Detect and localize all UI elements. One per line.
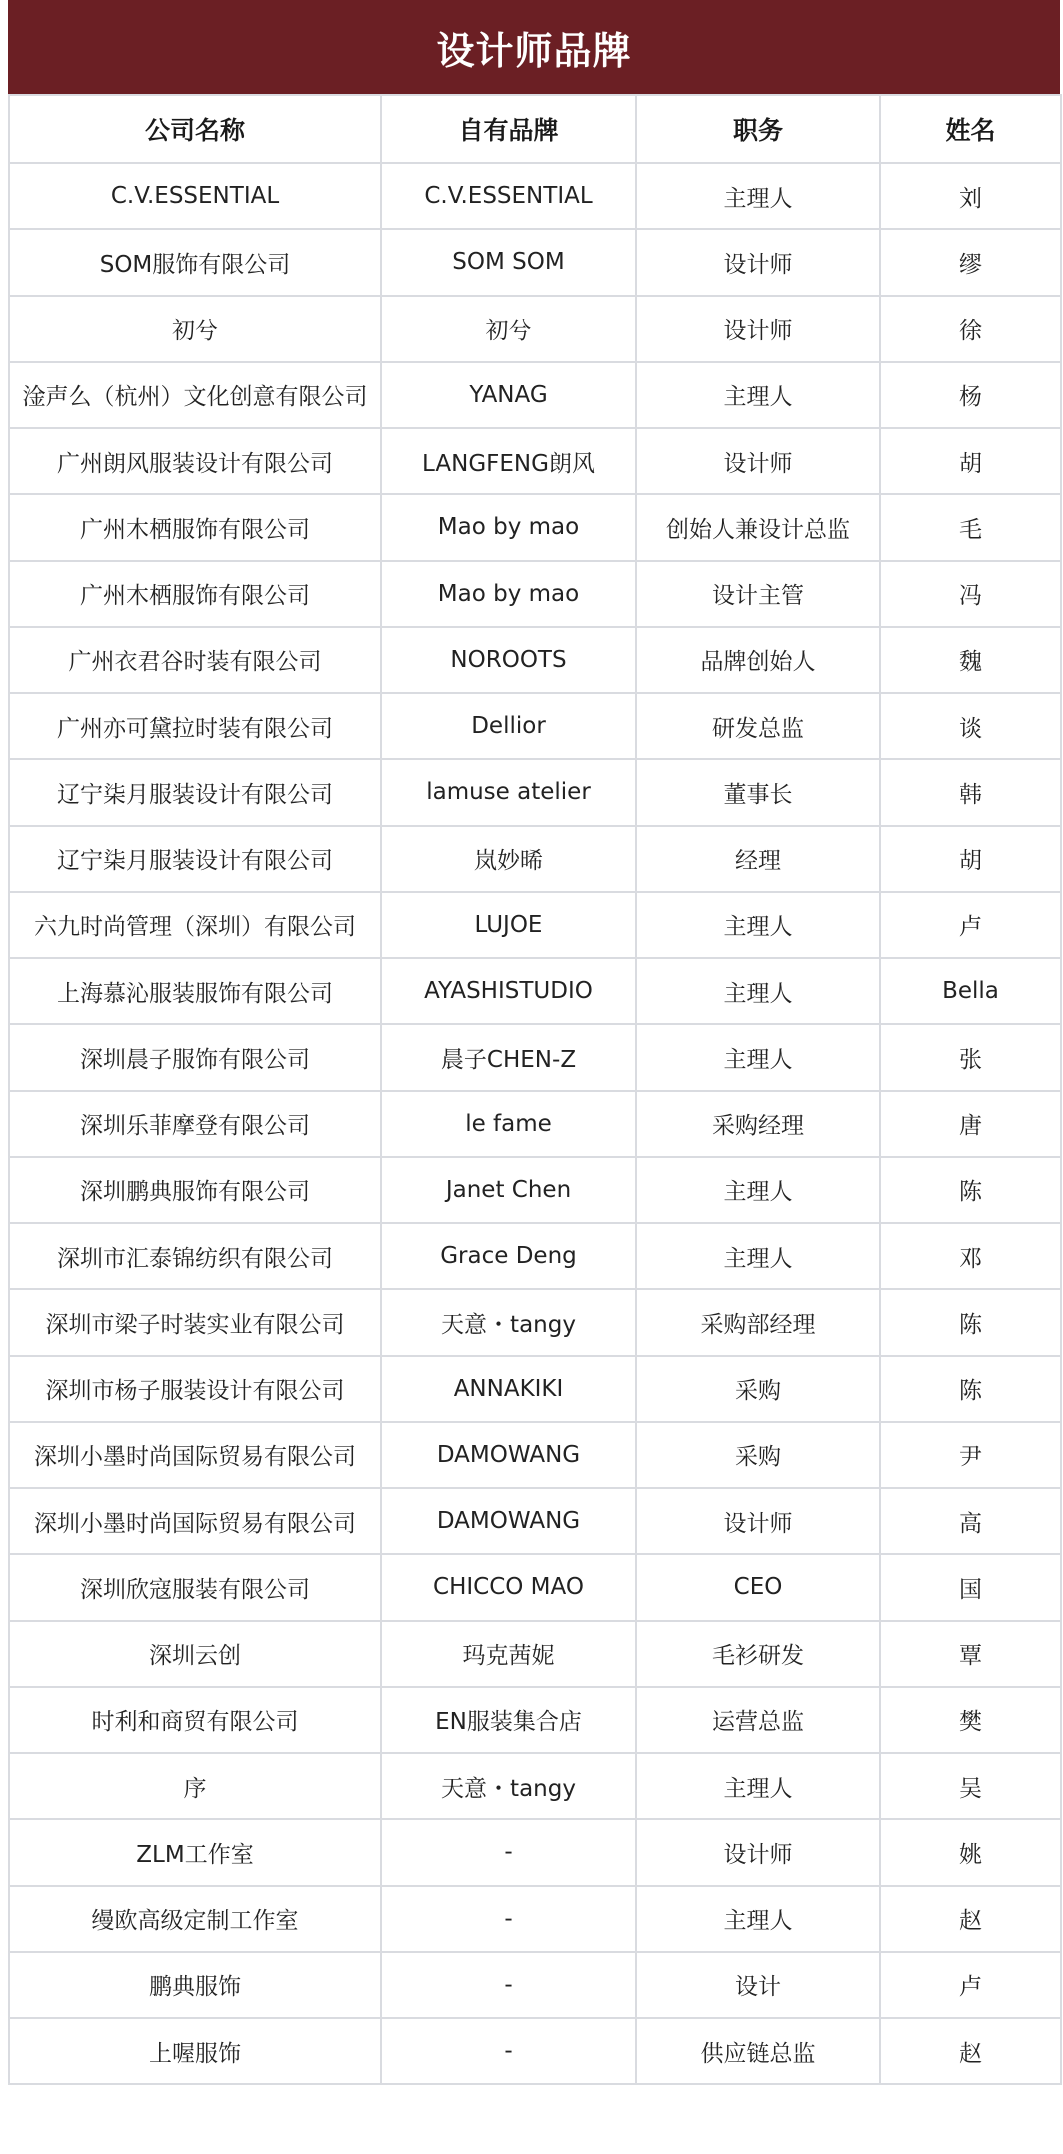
table-row <box>9 561 1061 627</box>
cell-position: 设计师 <box>636 229 880 295</box>
table-row <box>9 428 1061 494</box>
cell-brand: C.V.ESSENTIAL <box>381 163 636 229</box>
cell-name: 徐 <box>880 296 1061 362</box>
table-row <box>9 296 1061 362</box>
cell-name: 陈 <box>880 1289 1061 1355</box>
cell-brand: Mao by mao <box>381 494 636 560</box>
table-row <box>9 958 1061 1024</box>
cell-position: 设计师 <box>636 1488 880 1554</box>
brand-table <box>8 94 1062 2085</box>
cell-name: 赵 <box>880 1886 1061 1952</box>
cell-name: 杨 <box>880 362 1061 428</box>
cell-brand: Janet Chen <box>381 1157 636 1223</box>
table-row <box>9 1952 1061 2018</box>
table-row <box>9 1024 1061 1090</box>
cell-company: 深圳小墨时尚国际贸易有限公司 <box>9 1488 381 1554</box>
cell-position: 主理人 <box>636 1024 880 1090</box>
cell-company: 辽宁柒月服装设计有限公司 <box>9 759 381 825</box>
cell-position: 设计师 <box>636 428 880 494</box>
cell-name: 陈 <box>880 1356 1061 1422</box>
cell-name: 魏 <box>880 627 1061 693</box>
cell-position: 采购 <box>636 1422 880 1488</box>
cell-position: 采购经理 <box>636 1091 880 1157</box>
cell-position: 采购部经理 <box>636 1289 880 1355</box>
cell-company: 深圳鹏典服饰有限公司 <box>9 1157 381 1223</box>
table-row <box>9 892 1061 958</box>
cell-company: 上海慕沁服装服饰有限公司 <box>9 958 381 1024</box>
cell-position: 董事长 <box>636 759 880 825</box>
cell-brand: Grace Deng <box>381 1223 636 1289</box>
cell-name: 吴 <box>880 1753 1061 1819</box>
column-header-name: 姓名 <box>880 95 1061 163</box>
cell-position: 主理人 <box>636 1223 880 1289</box>
table-row <box>9 1886 1061 1952</box>
cell-company: 鹏典服饰 <box>9 1952 381 2018</box>
table-row <box>9 759 1061 825</box>
table-row <box>9 1753 1061 1819</box>
table-row <box>9 826 1061 892</box>
cell-name: 国 <box>880 1554 1061 1620</box>
cell-position: 主理人 <box>636 163 880 229</box>
title-bar <box>8 0 1060 94</box>
page-title: 设计师品牌 <box>436 28 632 73</box>
cell-name: 韩 <box>880 759 1061 825</box>
table-row <box>9 1157 1061 1223</box>
cell-name: 冯 <box>880 561 1061 627</box>
cell-brand: 天意・tangy <box>381 1753 636 1819</box>
cell-name: 赵 <box>880 2018 1061 2084</box>
cell-position: 设计师 <box>636 1819 880 1885</box>
cell-brand: NOROOTS <box>381 627 636 693</box>
table-row <box>9 494 1061 560</box>
cell-name: 张 <box>880 1024 1061 1090</box>
cell-position: 经理 <box>636 826 880 892</box>
cell-position: 创始人兼设计总监 <box>636 494 880 560</box>
cell-brand: lamuse atelier <box>381 759 636 825</box>
cell-name: 唐 <box>880 1091 1061 1157</box>
cell-brand: DAMOWANG <box>381 1488 636 1554</box>
cell-company: 时利和商贸有限公司 <box>9 1687 381 1753</box>
cell-brand: le fame <box>381 1091 636 1157</box>
cell-company: 广州亦可黛拉时装有限公司 <box>9 693 381 759</box>
cell-company: 初兮 <box>9 296 381 362</box>
cell-company: SOM服饰有限公司 <box>9 229 381 295</box>
table-row <box>9 627 1061 693</box>
cell-brand: DAMOWANG <box>381 1422 636 1488</box>
table-row <box>9 362 1061 428</box>
cell-name: 高 <box>880 1488 1061 1554</box>
designer-brand-sheet <box>8 0 1060 2085</box>
table-row <box>9 1356 1061 1422</box>
cell-name: 卢 <box>880 892 1061 958</box>
column-header-position: 职务 <box>636 95 880 163</box>
cell-position: CEO <box>636 1554 880 1620</box>
table-row <box>9 1289 1061 1355</box>
cell-position: 毛衫研发 <box>636 1621 880 1687</box>
cell-name: 卢 <box>880 1952 1061 2018</box>
cell-name: 樊 <box>880 1687 1061 1753</box>
cell-position: 主理人 <box>636 1886 880 1952</box>
cell-brand: LUJOE <box>381 892 636 958</box>
cell-company: 辽宁柒月服装设计有限公司 <box>9 826 381 892</box>
table-row <box>9 2018 1061 2084</box>
cell-position: 运营总监 <box>636 1687 880 1753</box>
cell-name: 覃 <box>880 1621 1061 1687</box>
cell-name: 缪 <box>880 229 1061 295</box>
cell-name: Bella <box>880 958 1061 1024</box>
column-header-brand: 自有品牌 <box>381 95 636 163</box>
table-row <box>9 1091 1061 1157</box>
cell-brand: 玛克茜妮 <box>381 1621 636 1687</box>
cell-company: 深圳市汇泰锦纺织有限公司 <box>9 1223 381 1289</box>
table-row <box>9 1488 1061 1554</box>
cell-brand: 初兮 <box>381 296 636 362</box>
cell-position: 设计 <box>636 1952 880 2018</box>
cell-name: 姚 <box>880 1819 1061 1885</box>
cell-brand: - <box>381 1886 636 1952</box>
table-row <box>9 1554 1061 1620</box>
cell-company: 淦声么（杭州）文化创意有限公司 <box>9 362 381 428</box>
cell-name: 邓 <box>880 1223 1061 1289</box>
cell-company: 深圳云创 <box>9 1621 381 1687</box>
cell-company: 广州衣君谷时装有限公司 <box>9 627 381 693</box>
cell-brand: 天意・tangy <box>381 1289 636 1355</box>
cell-position: 主理人 <box>636 362 880 428</box>
cell-position: 供应链总监 <box>636 2018 880 2084</box>
cell-brand: ANNAKIKI <box>381 1356 636 1422</box>
cell-name: 刘 <box>880 163 1061 229</box>
cell-position: 主理人 <box>636 892 880 958</box>
cell-position: 设计主管 <box>636 561 880 627</box>
cell-position: 品牌创始人 <box>636 627 880 693</box>
cell-company: 广州木栖服饰有限公司 <box>9 561 381 627</box>
cell-company: 序 <box>9 1753 381 1819</box>
cell-company: 深圳欣寇服装有限公司 <box>9 1554 381 1620</box>
cell-brand: YANAG <box>381 362 636 428</box>
cell-company: 上喔服饰 <box>9 2018 381 2084</box>
cell-name: 谈 <box>880 693 1061 759</box>
table-row <box>9 1422 1061 1488</box>
cell-company: 深圳晨子服饰有限公司 <box>9 1024 381 1090</box>
cell-company: C.V.ESSENTIAL <box>9 163 381 229</box>
cell-company: 深圳小墨时尚国际贸易有限公司 <box>9 1422 381 1488</box>
cell-name: 尹 <box>880 1422 1061 1488</box>
cell-company: 深圳乐菲摩登有限公司 <box>9 1091 381 1157</box>
cell-brand: CHICCO MAO <box>381 1554 636 1620</box>
cell-position: 主理人 <box>636 1753 880 1819</box>
cell-position: 主理人 <box>636 958 880 1024</box>
cell-brand: SOM SOM <box>381 229 636 295</box>
cell-brand: Mao by mao <box>381 561 636 627</box>
table-row <box>9 1819 1061 1885</box>
table-row <box>9 229 1061 295</box>
cell-position: 采购 <box>636 1356 880 1422</box>
column-header-company: 公司名称 <box>9 95 381 163</box>
table-row <box>9 1621 1061 1687</box>
cell-brand: 岚妙晞 <box>381 826 636 892</box>
cell-name: 陈 <box>880 1157 1061 1223</box>
cell-brand: EN服装集合店 <box>381 1687 636 1753</box>
cell-company: 深圳市梁子时装实业有限公司 <box>9 1289 381 1355</box>
cell-brand: LANGFENG朗风 <box>381 428 636 494</box>
cell-brand: - <box>381 2018 636 2084</box>
table-row <box>9 1687 1061 1753</box>
cell-company: 六九时尚管理（深圳）有限公司 <box>9 892 381 958</box>
cell-company: 广州朗风服装设计有限公司 <box>9 428 381 494</box>
cell-brand: - <box>381 1952 636 2018</box>
table-row <box>9 1223 1061 1289</box>
cell-name: 胡 <box>880 428 1061 494</box>
cell-position: 设计师 <box>636 296 880 362</box>
cell-brand: AYASHISTUDIO <box>381 958 636 1024</box>
cell-company: ZLM工作室 <box>9 1819 381 1885</box>
table-row <box>9 163 1061 229</box>
cell-brand: 晨子CHEN-Z <box>381 1024 636 1090</box>
cell-position: 研发总监 <box>636 693 880 759</box>
table-row <box>9 693 1061 759</box>
cell-name: 胡 <box>880 826 1061 892</box>
cell-name: 毛 <box>880 494 1061 560</box>
cell-company: 缦欧高级定制工作室 <box>9 1886 381 1952</box>
cell-company: 广州木栖服饰有限公司 <box>9 494 381 560</box>
cell-brand: - <box>381 1819 636 1885</box>
cell-brand: Dellior <box>381 693 636 759</box>
table-body <box>9 163 1061 2084</box>
table-header-row <box>9 95 1061 163</box>
cell-company: 深圳市杨子服装设计有限公司 <box>9 1356 381 1422</box>
cell-position: 主理人 <box>636 1157 880 1223</box>
